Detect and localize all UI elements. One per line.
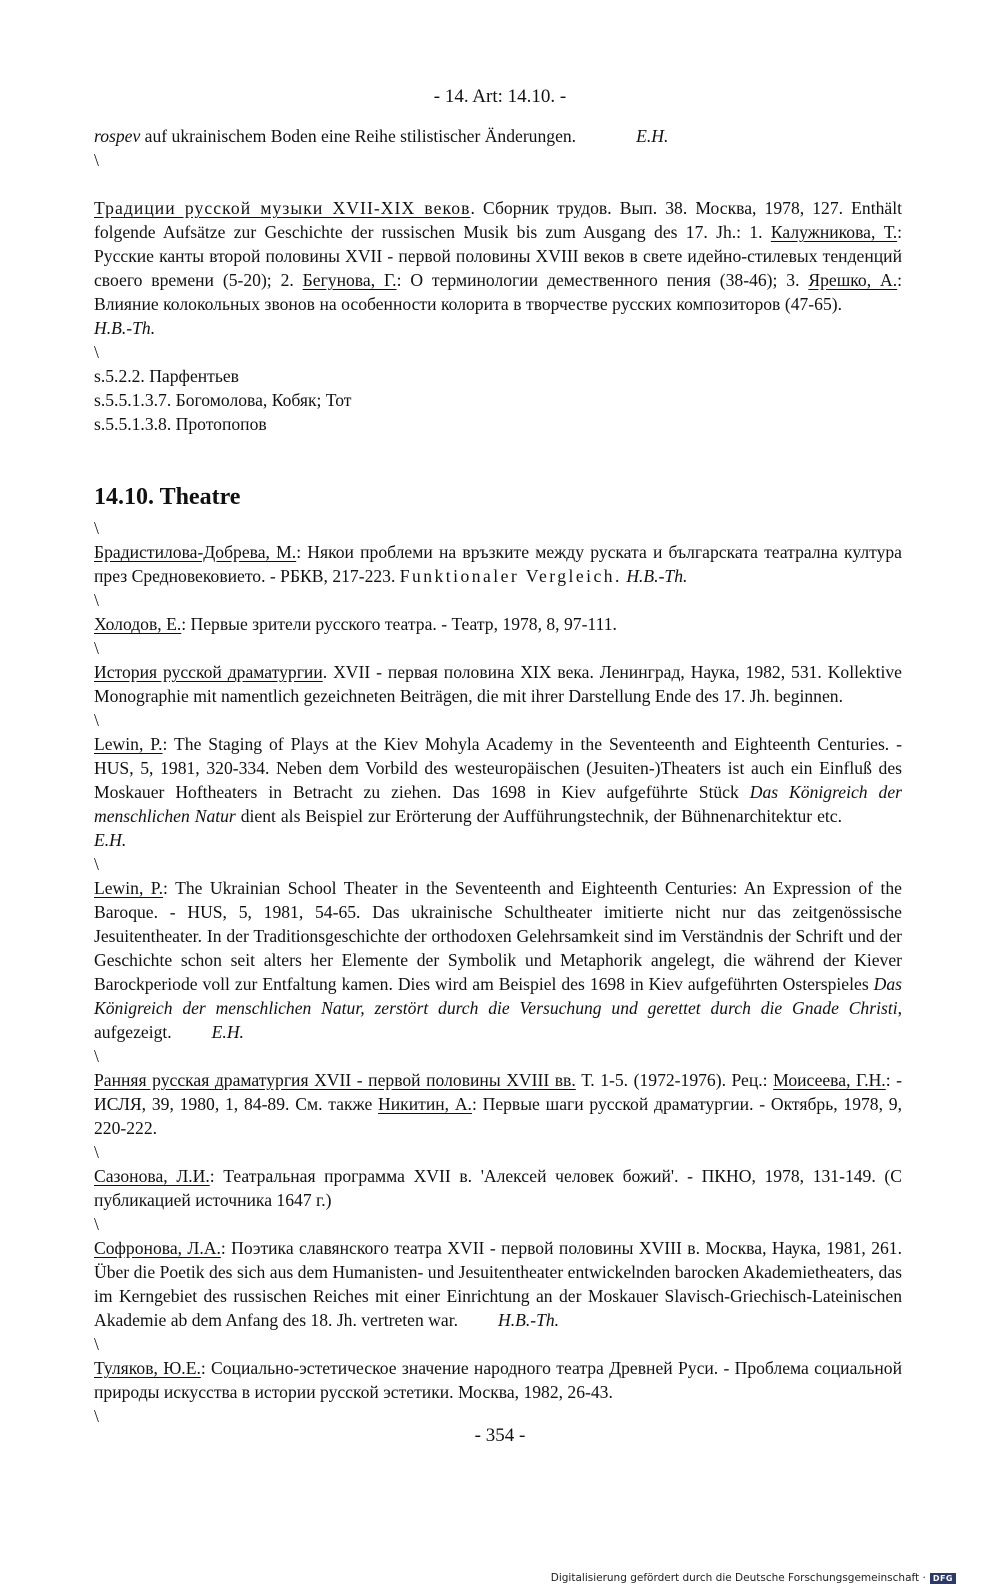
entry-text: . Сборник трудов. Вып. 38. Москва, 1978, 127. Enthält folgende Aufsätze zur Geschichte der russischen Musik bis zum Ausgang des 17. Jh.: 1. xyxy=(94,198,902,242)
reviewer-initials: E.H. xyxy=(94,830,127,850)
reviewer-initials: E.H. xyxy=(636,126,669,146)
entry-note: Funktionaler Vergleich. xyxy=(399,566,622,586)
entry-text: : Первые зрители русского театра. - Театр, 1978, 8, 97-111. xyxy=(181,614,617,634)
entry-author: Никитин, А. xyxy=(378,1094,472,1114)
bibliography-entry xyxy=(94,1236,902,1332)
entry-text: : - ИСЛЯ, 39, 1980, 1, 84-89. См. также xyxy=(94,1070,902,1114)
entry-text: : Первые шаги русской драматургии. - Октябрь, 1978, 9, 220-222. xyxy=(94,1094,902,1138)
entry-text: : The Staging of Plays at the Kiev Mohyla Academy in the Seventeenth and Eighteenth Centuries. - HUS, 5, 1981, 320-334. Neben dem Vorbild des westeuropäischen (Jesuiten-)Theaters ist auch ein Einfluß des Moskauer Hoftheaters in Betracht zu ziehen. Das 1698 in Kiev aufgeführte Stück xyxy=(94,734,902,802)
entry-italic-title: Das Königreich der menschlichen Natur, zerstört durch die Versuchung und gerettet durch die Gnade Christi xyxy=(94,974,902,1018)
entry-text: : Социально-эстетическое значение народного театра Древней Руси. - Проблема социальной природы искусства в истории русской эстетики. Москва, 1982, 26-43. xyxy=(94,1358,902,1402)
reviewer-initials: H.B.-Th. xyxy=(94,318,156,338)
reviewer-initials: H.B.-Th. xyxy=(626,566,688,586)
entry-separator: \ xyxy=(94,1334,99,1354)
entry-separator: \ xyxy=(94,1214,99,1234)
entry-text: , aufgezeigt. xyxy=(94,998,902,1042)
entry-author: Туляков, Ю.Е. xyxy=(94,1358,201,1378)
entry-text: : Театральная программа XVII в. 'Алексей человек божий'. - ПКНО, 1978, 131-149. (С публикацией источника 1647 г.) xyxy=(94,1166,902,1210)
bibliography-entry xyxy=(94,612,902,636)
entry-text: : Русские канты второй половины XVII - первой половины XVIII веков в свете идейно-стилевых тенденций своего времени (5-20); 2. xyxy=(94,222,902,290)
entry-separator: \ xyxy=(94,854,99,874)
cross-reference: s.5.2.2. Парфентьев xyxy=(94,366,239,386)
entry-separator: \ xyxy=(94,518,99,538)
entry-text: auf ukrainischem Boden eine Reihe stilistischer Änderungen. xyxy=(140,126,577,146)
bibliography-entry xyxy=(94,1068,902,1140)
bibliography-entry xyxy=(94,124,902,148)
entry-title: Традиции русской музыки XVII-XIX веков xyxy=(94,198,471,218)
entry-author: Сазонова, Л.И. xyxy=(94,1166,210,1186)
bibliography-entry xyxy=(94,1164,902,1212)
entry-separator: \ xyxy=(94,710,99,730)
bibliography-entry xyxy=(94,660,902,708)
dfg-logo: DFG xyxy=(930,1573,956,1584)
section-heading: 14.10. Theatre xyxy=(94,484,241,510)
entry-separator: \ xyxy=(94,150,99,170)
entry-author: Брадистилова-Добрева, М. xyxy=(94,542,297,562)
entry-text: . XVII - первая половина XIX века. Ленинград, Наука, 1982, 531. Kollektive Monographie mit namentlich gezeichneten Beiträgen, die mit ihrer Darstellung Ende des 17. Jh. beginnen. xyxy=(94,662,902,706)
entry-text: : The Ukrainian School Theater in the Seventeenth and Eighteenth Centuries: An Expression of the Baroque. - HUS, 5, 1981, 54-65. Das ukrainische Schultheater imitierte nicht nur das zeitgenössische Jesuitentheater. In der Traditionsgeschichte der orthodoxen Gelehrsamkeit sind im Verständnis der Schrift und der Geschichte schon seit alters her Elemente der Symbolik und Metaphorik angelegt, die während der Kiever Barockperiode voll zur Entfaltung kamen. Dies wird am Beispiel des 1698 in Kiev aufgeführten Osterspieles xyxy=(94,878,902,994)
entry-title: История русской драматургии xyxy=(94,662,323,682)
bibliography-entry xyxy=(94,1356,902,1404)
entry-author: Lewin, P. xyxy=(94,734,163,754)
entry-author: Ярешко, А. xyxy=(808,270,898,290)
entry-separator: \ xyxy=(94,638,99,658)
reviewer-initials: E.H. xyxy=(211,1022,244,1042)
running-head: - 14. Art: 14.10. - xyxy=(433,86,567,107)
bibliography-entry xyxy=(94,196,902,340)
entry-title: Ранняя русская драматургия XVII - первой половины XVIII вв. xyxy=(94,1070,576,1090)
entry-separator: \ xyxy=(94,590,99,610)
entry-author: Холодов, Е. xyxy=(94,614,182,634)
entry-author: Моисеева, Г.Н. xyxy=(773,1070,886,1090)
entry-separator: \ xyxy=(94,342,99,362)
cross-reference: s.5.5.1.3.8. Протопопов xyxy=(94,414,267,434)
entry-text: : Влияние колокольных звонов на особенности колорита в творчестве русских композиторов (47-65). xyxy=(94,270,902,314)
cross-reference: s.5.5.1.3.7. Богомолова, Кобяк; Тот xyxy=(94,390,352,410)
reviewer-initials: H.B.-Th. xyxy=(497,1310,560,1330)
entry-author: Софронова, Л.А. xyxy=(94,1238,221,1258)
page-number: - 354 - xyxy=(474,1425,526,1446)
entry-italic-term: rospev xyxy=(94,126,141,146)
bibliography-entry xyxy=(94,876,902,1044)
entry-text: : О терминологии демественного пения (38-46); 3. xyxy=(396,270,809,290)
digitization-credit xyxy=(551,1572,956,1584)
bibliography-entry xyxy=(94,540,902,588)
entry-separator: \ xyxy=(94,1142,99,1162)
entry-text: dient als Beispiel zur Erörterung der Aufführungstechnik, der Bühnenarchitektur etc. xyxy=(235,806,842,826)
entry-author: Калужникова, Т. xyxy=(770,222,898,242)
entry-italic-title: Das Königreich der menschlichen Natur xyxy=(94,782,902,826)
entry-author: Lewin, P. xyxy=(94,878,164,898)
bibliography-entry xyxy=(94,732,902,852)
entry-text: : Поэтика славянского театра XVII - первой половины XVIII в. Москва, Наука, 1981, 261. Über die Poetik des sich aus dem Humanisten- und Jesuitentheater entwickelnden barocken Akademietheaters, das im Kerngebiet des russischen Reiches mit einer Einrichtung an der Moskauer Slavisch-Griechisch-Lateinischen Akademie ab dem Anfang des 18. Jh. vertreten war. xyxy=(94,1238,902,1330)
entry-separator: \ xyxy=(94,1406,99,1426)
entry-separator: \ xyxy=(94,1046,99,1066)
bibliography-body xyxy=(94,124,902,1428)
entry-author: Бегунова, Г. xyxy=(302,270,397,290)
entry-text: Т. 1-5. (1972-1976). Рец.: xyxy=(575,1070,774,1090)
entry-text: : Някои проблеми на връзките между руската и българската театрална култура през Средновековието. - РБКВ, 217-223. xyxy=(94,542,902,586)
credit-text: Digitalisierung gefördert durch die Deutsche Forschungsgemeinschaft · xyxy=(550,1572,926,1584)
